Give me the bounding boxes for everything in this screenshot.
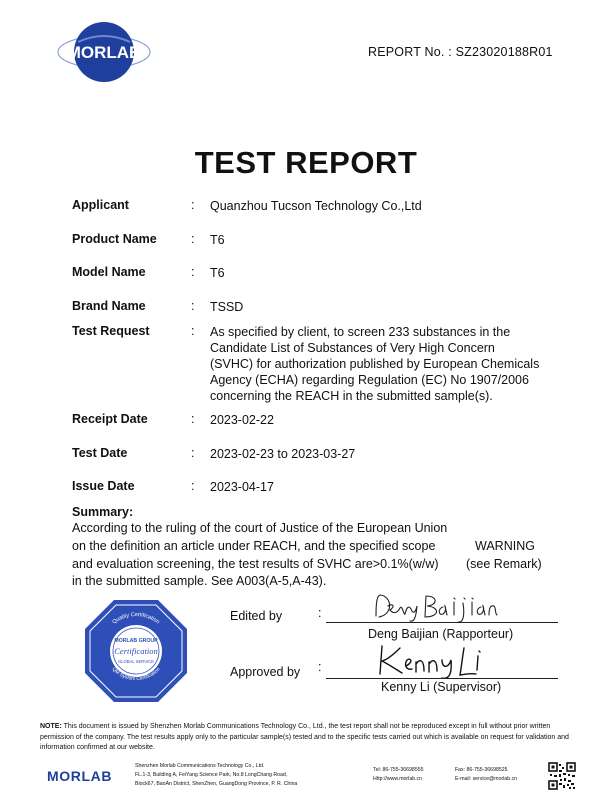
seal-brand: MORLAB GROUP [114, 638, 158, 644]
footer-email[interactable]: E-mail: service@morlab.cn [455, 775, 518, 782]
test-request-line: concerning the REACH in the submitted sample(s). [210, 389, 493, 403]
summary-line: in the submitted sample. See A003(A-5,A-43). [72, 574, 327, 588]
product-name-colon: : [191, 232, 195, 246]
applicant-value: Quanzhou Tucson Technology Co.,Ltd [210, 199, 422, 213]
model-name-label: Model Name [72, 265, 146, 279]
seal-center: Certification [114, 646, 158, 656]
seal-top-text: Quality Certification [111, 611, 161, 626]
edited-by-line [326, 622, 558, 623]
morlab-logo [56, 20, 152, 84]
issue-date-value: 2023-04-17 [210, 480, 274, 494]
edited-by-label: Edited by [230, 609, 283, 623]
footer-address-line: Shenzhen Morlab Communications Technology Co., Ltd. [135, 763, 265, 769]
product-name-label: Product Name [72, 232, 157, 246]
applicant-label: Applicant [72, 198, 129, 212]
brand-name-label: Brand Name [72, 299, 146, 313]
receipt-date-label: Receipt Date [72, 412, 148, 426]
edited-by-colon: : [318, 606, 322, 620]
test-request-line: (SVHC) for authorization published by European Chemicals [210, 357, 540, 371]
warning-text: WARNING [475, 539, 535, 553]
model-name-value: T6 [210, 266, 225, 280]
seal-bottom-text: QM System Certification [110, 666, 162, 683]
note-text: This document is issued by Shenzhen Morlab Communications Technology Co., Ltd., the test report shall not be reproduced except in full without prior written permission of the company. The test results apply only to the particular sample(s) tested and to the specific tests carried out which is available on request for validation and information confirmed at our website. [40, 723, 569, 751]
summary-heading: Summary: [72, 505, 134, 519]
edited-by-signature [370, 590, 500, 624]
test-request-line: Agency (ECHA) regarding Regulation (EC) No 1907/2006 [210, 373, 529, 387]
summary-line: and evaluation screening, the test results of SVHC are>0.1%(w/w) [72, 557, 439, 571]
footer-contact-2 [455, 766, 517, 784]
summary-line: on the definition an article under REACH, and the specified scope [72, 539, 436, 553]
test-request-colon: : [191, 324, 195, 338]
receipt-date-value: 2023-02-22 [210, 413, 274, 427]
logo-text: MORLAB [66, 43, 142, 62]
disclaimer-note [40, 722, 578, 754]
test-request-label: Test Request [72, 324, 150, 338]
applicant-colon: : [191, 198, 195, 212]
footer-address-line: Block67, BaoAn District, ShenZhen, GuangDong Province, P. R. China [135, 780, 298, 787]
summary-line: According to the ruling of the court of Justice of the European Union [72, 521, 448, 535]
brand-name-colon: : [191, 299, 195, 313]
qr-code-icon [548, 762, 576, 790]
test-date-colon: : [191, 446, 195, 460]
page-title: TEST REPORT [194, 145, 418, 180]
test-request-line: As specified by client, to screen 233 substances in the [210, 325, 511, 339]
report-number: REPORT No. : SZ23020188R01 [368, 45, 553, 59]
seal-sub: GLOBAL SERVICE [117, 659, 155, 664]
note-prefix: NOTE: [40, 723, 62, 730]
product-name-value: T6 [210, 233, 225, 247]
edited-by-name: Deng Baijian (Rapporteur) [368, 627, 514, 641]
footer-tel: Tel: 86-755-36698555 [373, 767, 424, 773]
test-request-line: Candidate List of Substances of Very High Concern [210, 341, 495, 355]
footer-contact [373, 766, 423, 784]
remark-text: (see Remark) [466, 557, 542, 571]
footer-fax: Fax: 86-755-36698525 [455, 767, 508, 773]
brand-name-value: TSSD [210, 300, 244, 314]
footer-address [135, 762, 297, 788]
issue-date-colon: : [191, 479, 195, 493]
model-name-colon: : [191, 265, 195, 279]
footer-address-line: FL.1-3, Building A, FeiYang Science Park, No.8 LongChang Road, [135, 771, 288, 778]
receipt-date-colon: : [191, 412, 195, 426]
test-date-label: Test Date [72, 446, 128, 460]
footer-web[interactable]: Http://www.morlab.cn [373, 775, 423, 782]
approved-by-signature [372, 640, 487, 680]
approved-by-colon: : [318, 660, 322, 674]
approved-by-label: Approved by [230, 665, 301, 679]
approved-by-name: Kenny Li (Supervisor) [381, 680, 502, 694]
certification-seal [83, 598, 189, 704]
test-date-value: 2023-02-23 to 2023-03-27 [210, 447, 356, 461]
footer-logo: MORLAB [47, 768, 113, 784]
issue-date-label: Issue Date [72, 479, 135, 493]
approved-by-line [326, 678, 558, 679]
